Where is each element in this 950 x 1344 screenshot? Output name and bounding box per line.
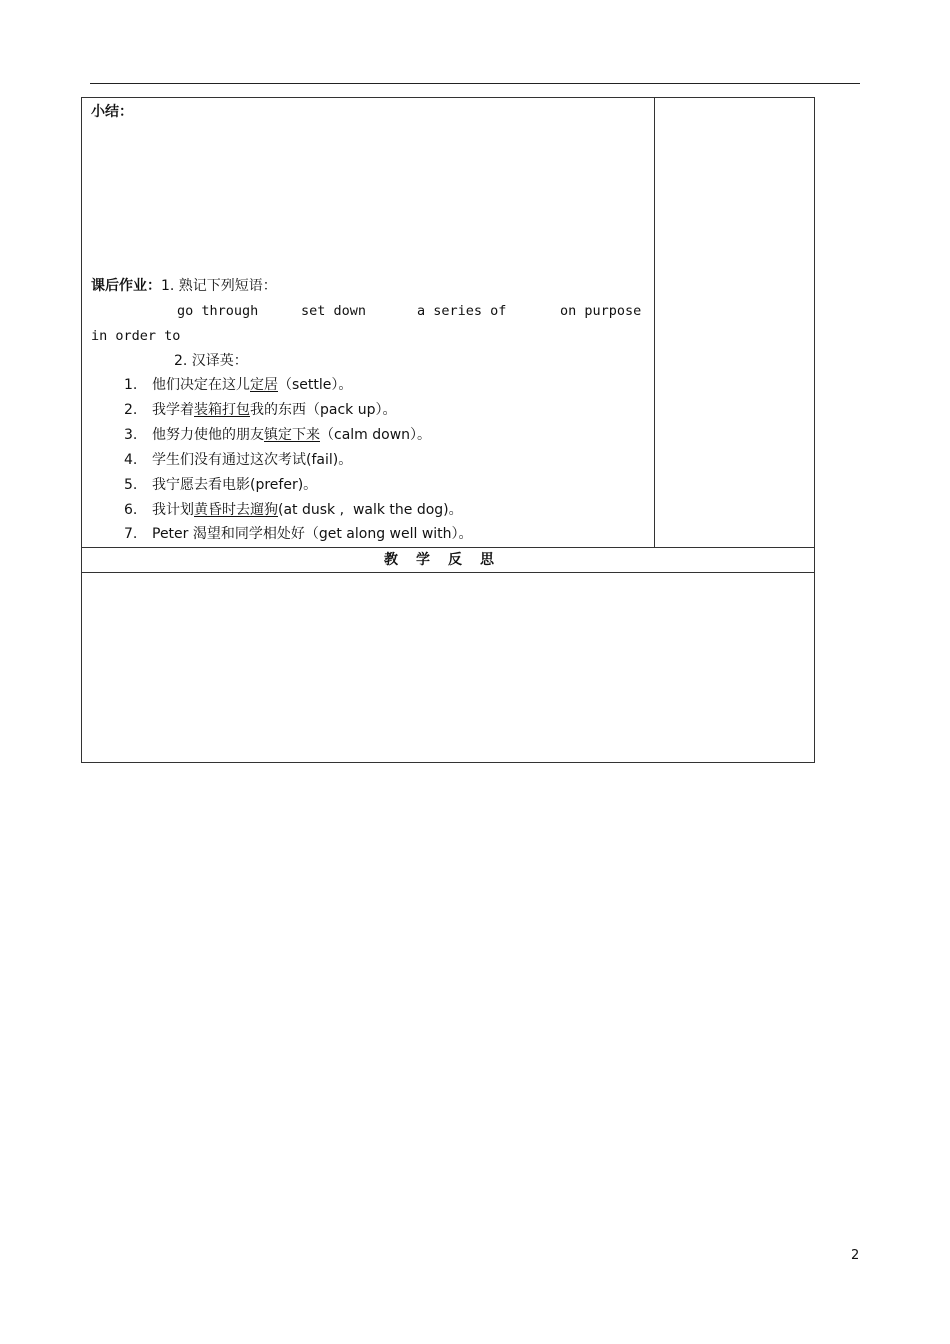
sentence-item: 5. 我宁愿去看电影(prefer)。	[124, 477, 318, 493]
table-row-divider	[81, 572, 815, 573]
phrase-item: a series of	[417, 303, 507, 319]
homework-label: 课后作业：	[91, 278, 161, 294]
sentence-item: 6. 我计划黄昏时去遛狗(at dusk , walk the dog)。	[124, 502, 463, 518]
sentence-item: 3. 他努力使他的朋友镇定下来（calm down）。	[124, 427, 432, 443]
homework-task1: 1. 熟记下列短语：	[161, 278, 277, 294]
homework-task2: 2. 汉译英：	[174, 353, 248, 369]
sentence-item: 2. 我学着装箱打包我的东西（pack up）。	[124, 402, 397, 418]
homework-heading	[91, 277, 277, 295]
phrase-item: on purpose	[560, 303, 642, 319]
page-number: 2	[851, 1248, 860, 1263]
table-column-divider	[654, 97, 655, 548]
summary-label: 小结：	[91, 104, 133, 120]
sentence-item: 1. 他们决定在这儿定居（settle）。	[124, 377, 353, 393]
phrase-item: set down	[301, 303, 367, 319]
phrase-item: in order to	[91, 328, 181, 344]
sentence-item: 7. Peter 渴望和同学相处好（get along well with）。	[124, 526, 473, 542]
table-row-divider	[81, 547, 815, 548]
reflection-title: 教学反思	[384, 552, 512, 568]
sentence-item: 4. 学生们没有通过这次考试(fail)。	[124, 452, 353, 468]
header-rule	[90, 83, 860, 84]
phrase-item: go through	[177, 303, 259, 319]
